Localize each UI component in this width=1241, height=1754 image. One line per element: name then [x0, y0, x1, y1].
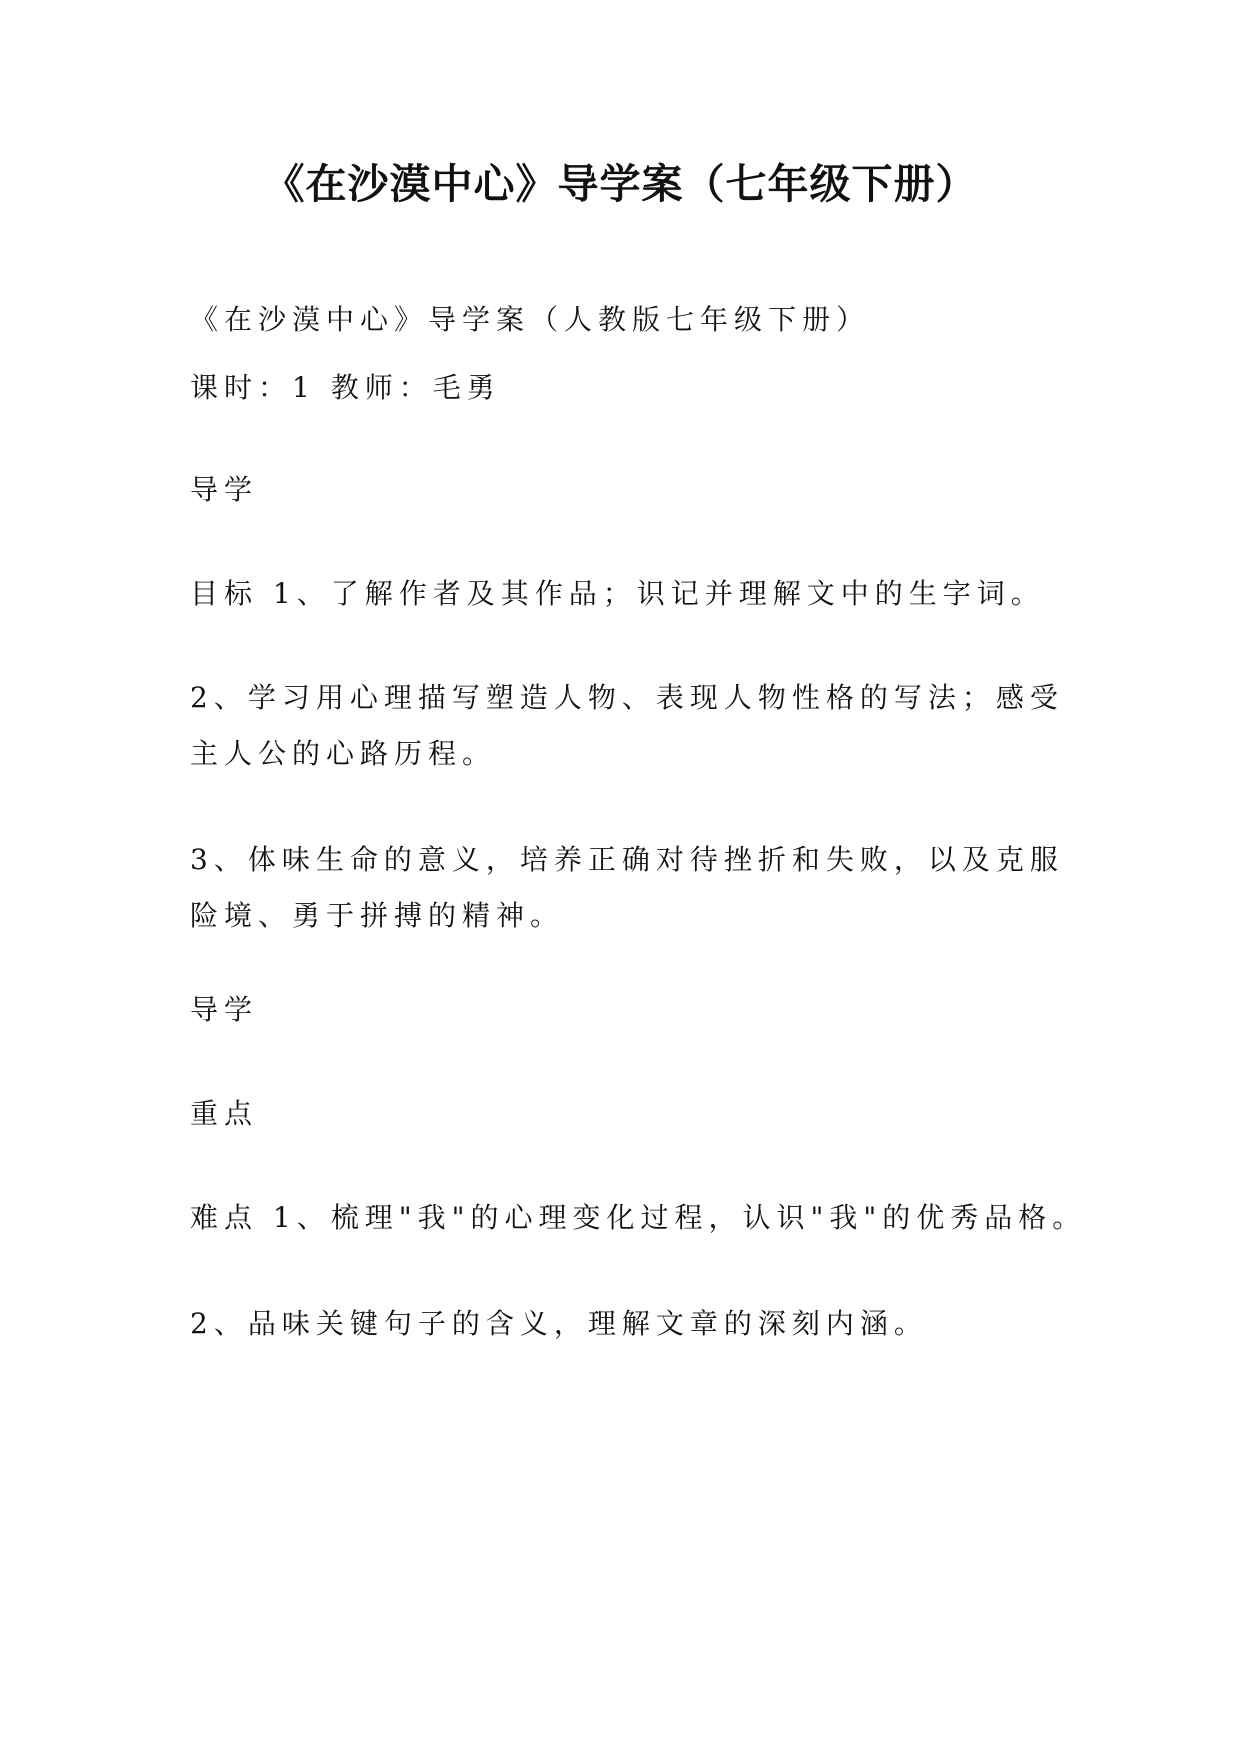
paragraph-line: 3、体味生命的意义，培养正确对待挫折和失败，以及克服	[190, 843, 1064, 876]
document-title: 《在沙漠中心》导学案（七年级下册）	[263, 160, 978, 208]
difficulty-2-paragraph	[190, 1296, 1090, 1352]
section-heading-focus	[190, 1086, 1090, 1142]
paragraph-line: 导学	[190, 993, 259, 1026]
section-heading-guide	[190, 462, 1090, 518]
difficulty-1-paragraph	[190, 1190, 1090, 1246]
lesson-info-paragraph	[190, 360, 1090, 416]
section-heading-guide-2	[190, 982, 1090, 1038]
objective-3-paragraph	[190, 832, 1090, 944]
paragraph-line: 2、品味关键句子的含义，理解文章的深刻内涵。	[190, 1307, 928, 1340]
paragraph-line: 课时：1 教师：毛勇	[190, 371, 501, 404]
objective-1-paragraph	[190, 566, 1090, 622]
paragraph-line: 险境、勇于拼搏的精神。	[190, 899, 565, 932]
paragraph-line: 2、学习用心理描写塑造人物、表现人物性格的写法；感受	[190, 681, 1064, 714]
paragraph-line: 《在沙漠中心》导学案（人教版七年级下册）	[190, 303, 871, 336]
objective-2-paragraph	[190, 670, 1090, 782]
paragraph-line: 主人公的心路历程。	[190, 737, 497, 770]
paragraph-line: 导学	[190, 473, 259, 506]
paragraph-line: 目标 1、了解作者及其作品；识记并理解文中的生字词。	[190, 577, 1045, 610]
paragraph-line: 难点 1、梳理"我"的心理变化过程，认识"我"的优秀品格。	[190, 1201, 1087, 1234]
paragraph-line: 重点	[190, 1097, 259, 1130]
subtitle-paragraph	[190, 292, 1090, 348]
